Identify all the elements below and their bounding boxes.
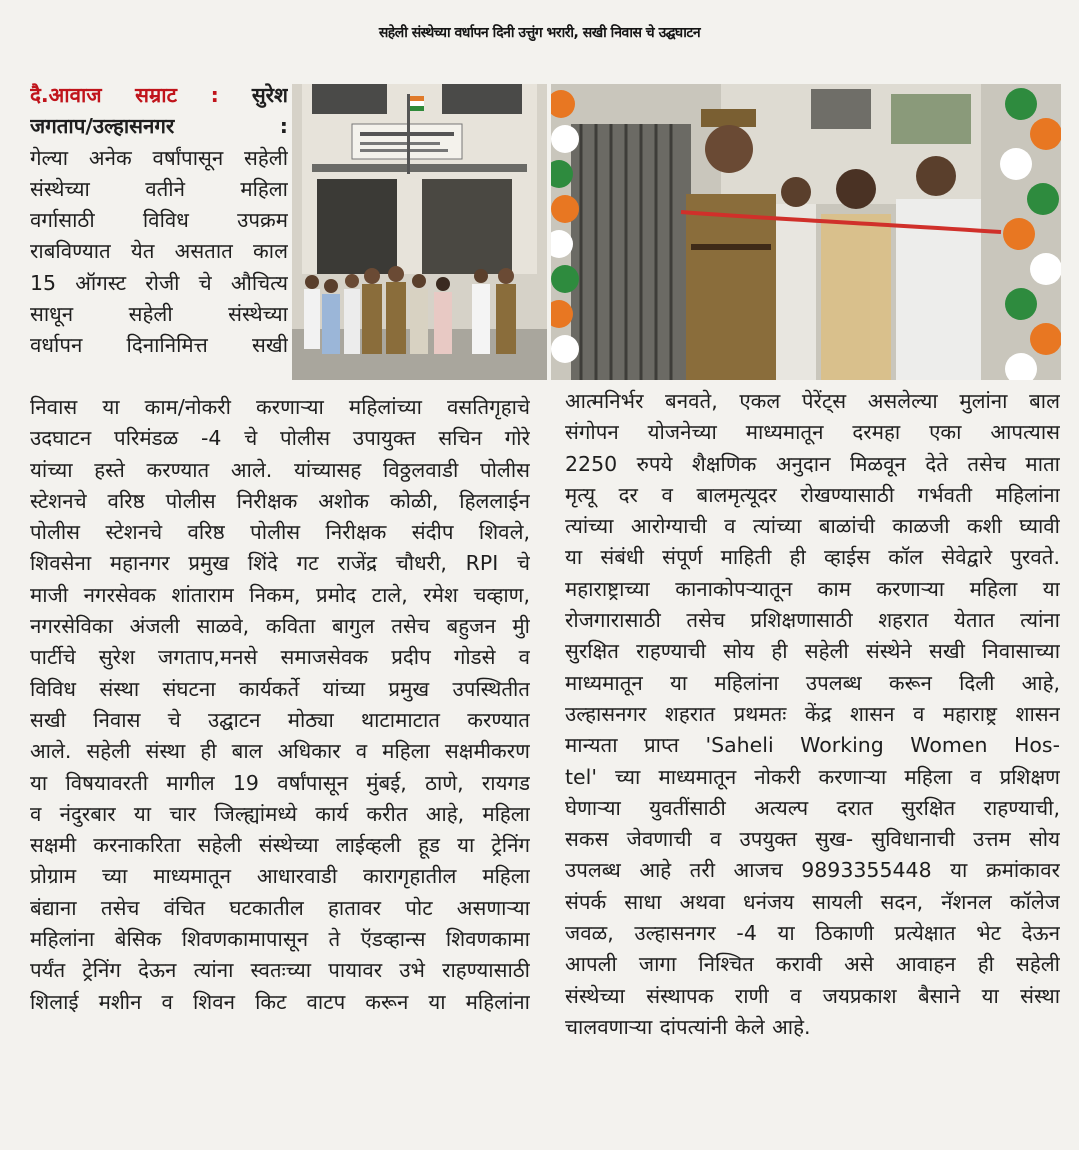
body-line: जवळ, उल्हासनगर -4 या ठिकाणी प्रत्येक्षात भेट देऊन [565,921,1060,946]
building-group-illustration [292,84,547,380]
byline-source: दै.आवाज सम्राट : [30,83,219,107]
body-line: आले. सहेली संस्था ही बाल अधिकार व महिला सक्षमीकरण [30,739,530,764]
body-line: tel' च्या माध्यमातून नोकरी करणाऱ्या महिला व प्रशिक्षण [565,764,1060,789]
body-line: सुरक्षित राहण्याची सोय ही सहेली संस्थेने सखी निवासाच्या [565,639,1060,664]
body-line: पार्टीचे सुरेश जगताप,मनसे समाजसेवक प्रदीप गोडसे व [30,645,530,670]
body-line: निवास या काम/नोकरी करणाऱ्या महिलांच्या वसतिगृहाचे [30,395,530,419]
body-line: सक्षमी करनाकरिता सहेली संस्थेच्या लाईव्हली हूड या ट्रेनिंग [30,833,530,858]
body-line: 2250 रुपये शैक्षणिक अनुदान मिळवून देते तसेच माता [565,451,1060,476]
body-line: व नंदुरबार या चार जिल्ह्यांमध्ये कार्य करीत आहे, महिला [30,801,530,826]
body-line: माजी नगरसेवक शांताराम निकम, प्रमोद टाले, रमेश चव्हाण, [30,582,530,607]
body-line: शिवसेना महानगर प्रमुख शिंदे गट राजेंद्र चौधरी, RPI चे [30,551,530,576]
body-line: संस्थेच्या संस्थापक राणी व जयप्रकाश बैसाने या संस्था [565,983,1060,1008]
intro-line: वर्गासाठी विविध उपक्रम [30,208,288,233]
body-line: प्रोग्राम च्या माध्यमातून आधारवाडी कारागृहातील महिला [30,864,530,889]
body-line: चालवणाऱ्या दांपत्यांनी केले आहे. [565,1014,811,1039]
intro-line: संस्थेच्या वतीने महिला [30,176,288,201]
intro-line: 15 ऑगस्ट रोजी चे औचित्य [30,270,288,295]
body-line: शिलाई मशीन व शिवन किट वाटप करून या महिलांना [30,989,530,1014]
body-line: रोजगारासाठी तसेच प्रशिक्षणासाठी शहरात येतात त्यांना [565,608,1060,633]
body-line: घेणाऱ्या युवतींसाठी अत्यल्प दरात सुरक्षित राहण्याची, [565,795,1060,820]
intro-line: साधून सहेली संस्थेच्या [30,302,288,327]
body-line: पर्यंत ट्रेनिंग देऊन त्यांना स्वतःच्या पायावर उभे राहण्यासाठी [30,958,530,983]
body-line: उल्हासनगर शहरात प्रथमतः केंद्र शासन व महाराष्ट्र शासन [565,701,1060,726]
body-line: या संबंधी संपूर्ण माहिती ही व्हाईस कॉल सेवेद्वारे पुरवते. [565,545,1060,570]
body-line: उदघाटन परिमंडळ -4 चे पोलीस उपायुक्त सचिन गोरे [30,426,530,451]
photo-building-group [292,84,547,380]
byline-author: सुरेश [251,83,288,107]
byline-line-2: जगताप/उल्हासनगर : [30,114,288,139]
body-line: माध्यमातून या महिलांना उपलब्ध करून दिली आहे, [565,670,1060,695]
article-intro [30,80,288,362]
headline: सहेली संस्थेच्या वर्धापन दिनी उत्तुंग भरारी, सखी निवास चे उद्घघाटन [378,25,701,42]
byline-line-1 [30,80,288,111]
body-line: विविध संस्था संघटना कार्यकर्ते यांच्या प्रमुख उपस्थितीत [30,676,530,701]
ribbon-cutting-illustration [551,84,1061,380]
intro-line: गेल्या अनेक वर्षांपासून सहेली [30,145,288,170]
body-line: संगोपन योजनेच्या माध्यमातून दरमहा एका आपत्यास [565,420,1060,445]
body-line: नगरसेविका अंजली साळवे, कविता बागुल तसेच बहुजन मुी [30,614,530,639]
body-line: पोलीस स्टेशनचे वरिष्ठ पोलीस निरीक्षक संदीप शिवले, [30,520,530,545]
body-line: स्टेशनचे वरिष्ठ पोलीस निरीक्षक अशोक कोळी, हिललाईन [30,488,530,513]
body-line: उपलब्ध आहे तरी आजच 9893355448 या क्रमांकावर [565,858,1060,883]
body-line: आत्मनिर्भर बनवते, एकल पेरेंट्स असलेल्या मुलांना बाल [565,389,1060,413]
body-line: सखी निवास चे उद्घाटन मोठ्या थाटामाटात करण्यात [30,707,530,732]
body-line: आपली जागा निश्चित करावी असे आवाहन ही सहेली [565,952,1060,977]
article-body-right [565,386,1060,1043]
body-line: मान्यता प्राप्त 'Saheli Working Women Hos- [565,733,1060,758]
body-line: बंद्याना तसेच वंचित घटकातील हातावर पोट असणाऱ्या [30,895,530,920]
intro-line: राबविण्यात येत असतात काल [30,239,288,264]
body-line: महाराष्ट्राच्या कानाकोपऱ्यातून काम करणाऱ्या महिला या [565,576,1060,601]
article-body-left [30,392,530,1018]
body-line: त्यांच्या आरोग्याची व त्यांच्या बाळांची काळजी कशी घ्यावी [565,514,1060,539]
body-line: यांच्या हस्ते करण्यात आले. यांच्यासह विठ्ठलवाडी पोलीस [30,457,530,482]
intro-line: वर्धापन दिनानिमित्त सखी [30,333,288,358]
body-line: महिलांना बेसिक शिवणकामापासून ते ऍडव्हान्स शिवणकामा [30,927,530,952]
body-line: संपर्क साधा अथवा धनंजय सायली सदन, नॅशनल कॉलेज [565,889,1060,914]
body-line: मृत्यू दर व बालमृत्यूदर रोखण्यासाठी गर्भवती महिलांना [565,482,1060,507]
photo-ribbon-cutting [551,84,1061,380]
body-line: या विषयावरती मागील 19 वर्षांपासून मुंबई, ठाणे, रायगड [30,770,530,795]
body-line: सकस जेवणाची व उपयुक्त सुख- सुविधानाची उत्तम सोय [565,827,1060,852]
